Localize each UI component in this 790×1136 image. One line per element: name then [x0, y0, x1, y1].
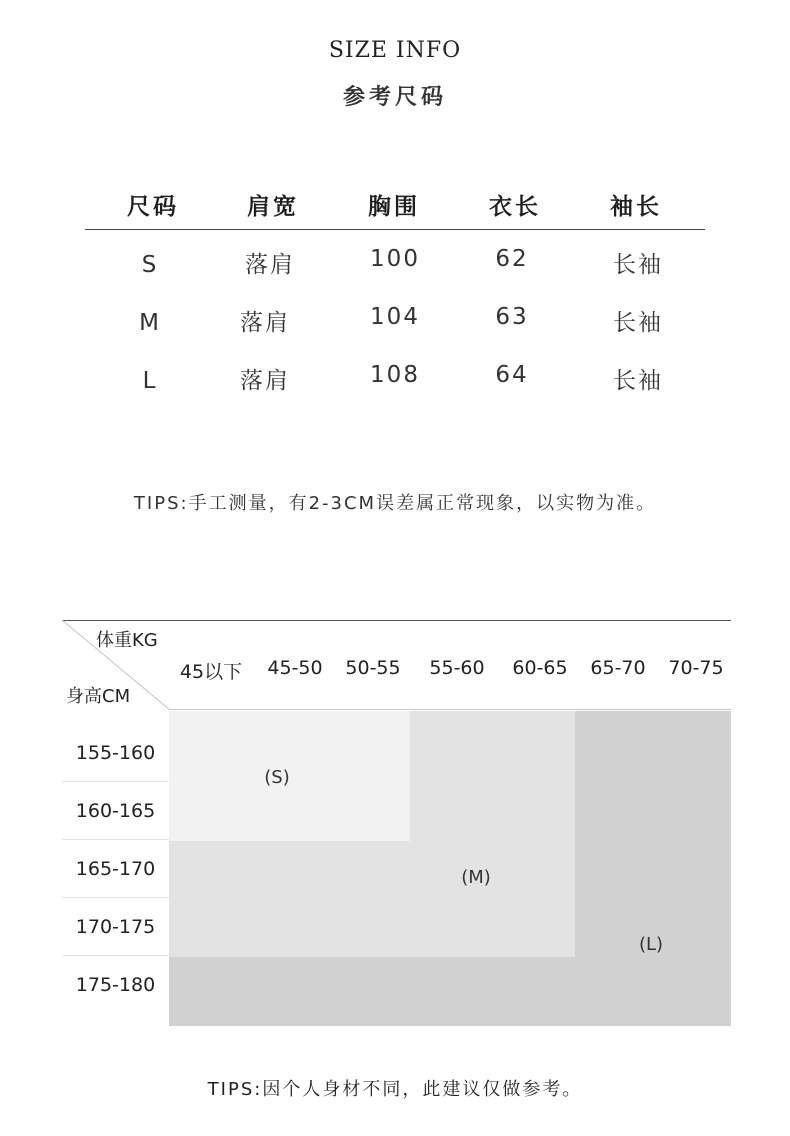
size-table-header [85, 180, 705, 230]
size-row-s [85, 230, 705, 288]
cell-chest: 100 [370, 246, 420, 272]
header-size: 尺码 [127, 194, 179, 220]
cell-size: S [141, 252, 159, 278]
size-table [85, 180, 705, 404]
cell-chest: 104 [370, 304, 420, 330]
weight-column-header: 45以下 [179, 661, 243, 683]
cell-sleeve: 长袖 [613, 252, 663, 278]
cell-size: M [139, 310, 161, 336]
zone-label-l: (L) [638, 934, 664, 955]
cell-shoulder: 落肩 [240, 310, 290, 336]
title-english: SIZE INFO [328, 38, 462, 63]
header-shoulder: 肩宽 [247, 194, 299, 220]
cell-chest: 108 [370, 362, 420, 388]
header-length: 衣长 [489, 194, 541, 220]
height-row-label: 155-160 [62, 724, 169, 782]
weight-column-header: 70-75 [668, 657, 724, 679]
zone-l [575, 711, 731, 1026]
cell-shoulder: 落肩 [245, 252, 295, 278]
size-row-m [85, 288, 705, 346]
title-chinese: 参考尺码 [342, 85, 447, 110]
cell-length: 63 [495, 304, 529, 330]
header-chest: 胸围 [368, 194, 420, 220]
height-row-label: 170-175 [62, 898, 169, 956]
cell-shoulder: 落肩 [240, 368, 290, 394]
height-row-label: 160-165 [62, 782, 169, 840]
weight-column-header: 50-55 [345, 657, 401, 679]
height-row-label: 165-170 [62, 840, 169, 898]
height-axis-label: 身高CM [66, 686, 131, 707]
cell-sleeve: 长袖 [613, 368, 663, 394]
height-row-label: 175-180 [75, 974, 156, 996]
weight-column-header: 45-50 [267, 657, 323, 679]
weight-axis-label: 体重KG [96, 630, 158, 651]
size-reference-chart [62, 620, 731, 1026]
cell-sleeve: 长袖 [613, 310, 663, 336]
tip-reference: TIPS:因个人身材不同，此建议仅做参考。 [207, 1079, 583, 1100]
tip-measurement: TIPS:手工测量，有2-3CM误差属正常现象，以实物为准。 [133, 493, 657, 514]
weight-column-header: 65-70 [590, 657, 646, 679]
header-bottom-divider [169, 709, 731, 710]
zone-label-m: (M) [461, 867, 491, 888]
cell-length: 64 [495, 362, 529, 388]
weight-column-header: 60-65 [512, 657, 568, 679]
cell-length: 62 [495, 246, 529, 272]
header-sleeve: 袖长 [610, 194, 662, 220]
zone-label-s: (S) [264, 767, 290, 788]
zone-l-bottom [169, 957, 575, 1026]
size-row-l [85, 346, 705, 404]
cell-size: L [142, 368, 158, 394]
weight-column-header: 55-60 [429, 657, 485, 679]
